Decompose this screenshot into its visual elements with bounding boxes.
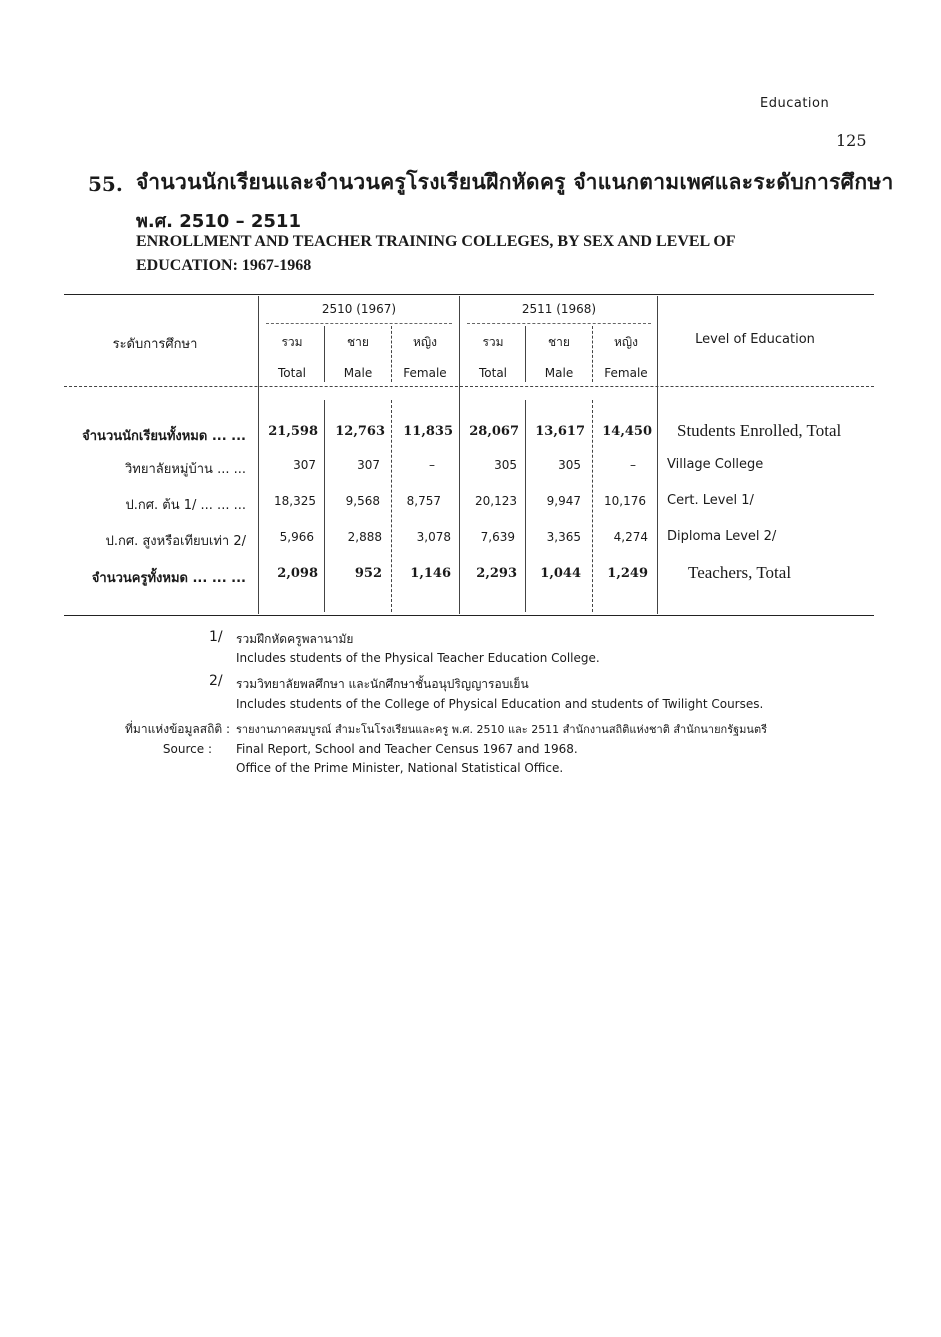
row-label-english: Diploma Level 2/ [667,529,777,544]
table-cell: 4,274 [613,530,648,544]
title-thai: จำนวนนักเรียนและจำนวนครูโรงเรียนฝึกหัดครู จำแนกตามเพศและระดับการศึกษา [136,170,894,194]
subhead-en: Male [544,366,574,380]
col-rule [459,296,460,614]
subhead-en: Male [343,366,373,380]
col-rule [391,326,392,382]
table-number: 55. [88,172,123,196]
row-label-thai: จำนวนนักเรียนทั้งหมด ... ... [82,429,246,444]
header-bottom-rule [64,386,874,387]
table-cell: 14,450 [602,424,652,439]
source-label-english: Source : [162,742,212,756]
row-label-english: Village College [667,457,764,472]
table-cell: 305 [494,458,517,472]
table-cell: 8,757 [406,494,441,508]
group-rule [266,323,452,324]
row-label-english: Cert. Level 1/ [667,493,754,508]
table-cell: 3,078 [416,530,451,544]
subhead-thai: ชาย [548,335,570,349]
title-english-line1: ENROLLMENT AND TEACHER TRAINING COLLEGES, BY SEX AND LEVEL OF [136,233,736,250]
table-cell: 307 [293,458,316,472]
title-thai-year: พ.ศ. 2510 – 2511 [136,211,301,232]
table-cell: 2,293 [476,566,517,581]
subhead-thai: รวม [482,335,504,349]
table-cell: 18,325 [274,494,316,508]
table-cell: 1,044 [540,566,581,581]
table-cell: 952 [354,566,382,581]
subhead-en: Female [604,366,648,380]
source-english-line1: Final Report, School and Teacher Census 1967 and 1968. [236,742,578,756]
footnote-mark: 1/ [209,629,223,645]
col-rule [592,326,593,382]
group-rule [467,323,651,324]
table-cell: 2,888 [347,530,382,544]
table-cell: 3,365 [546,530,581,544]
row-label-thai: วิทยาลัยหมู่บ้าน ... ... [124,462,246,477]
table-cell: – [630,458,636,472]
table-cell: 1,146 [410,566,451,581]
col-rule [324,326,325,382]
footnote-1-thai: รวมฝึกหัดครูพลานามัย [236,632,354,646]
page-number: 125 [836,131,867,150]
subhead-en: Female [403,366,447,380]
table-top-rule [64,294,874,295]
table-cell: 10,176 [604,494,646,508]
year-group-1967: 2510 (1967) [321,302,397,316]
row-label-english: Students Enrolled, Total [677,421,842,440]
title-english-line2: EDUCATION: 1967-1968 [136,257,312,274]
table-cell: 2,098 [277,566,318,581]
subhead-en: Total [277,366,307,380]
footnote-1-english: Includes students of the Physical Teacher Education College. [236,651,600,665]
col-rule [391,400,392,612]
table-bottom-rule [64,615,874,616]
table-cell: 7,639 [480,530,515,544]
col-rule [525,326,526,382]
table-cell: 305 [558,458,581,472]
col-rule [258,296,259,614]
col-rule [525,400,526,612]
table-cell: 11,835 [403,424,453,439]
subhead-thai: หญิง [614,335,638,349]
footnote-2-thai: รวมวิทยาลัยพลศึกษา และนักศึกษาชั้นอนุปริญญารอบเย็น [236,677,529,691]
row-label-thai: ป.กศ. ต้น 1/ ... ... ... [125,498,246,513]
section-header: Education [760,96,830,111]
table-cell: 1,249 [607,566,648,581]
table-cell: 28,067 [469,424,519,439]
source-english-line2: Office of the Prime Minister, National Statistical Office. [236,761,564,775]
subhead-en: Total [478,366,508,380]
english-header: Level of Education [695,332,815,347]
table-cell: 9,568 [345,494,380,508]
col-rule [592,400,593,612]
row-label-thai: จำนวนครูทั้งหมด ... ... ... [91,571,246,586]
table-cell: 20,123 [475,494,517,508]
footnote-2-english: Includes students of the College of Physical Education and students of Twilight Courses. [236,697,764,711]
table-cell: 307 [357,458,380,472]
row-label-thai: ป.กศ. สูงหรือเทียบเท่า 2/ [105,534,246,549]
source-thai: รายงานภาคสมบูรณ์ สำมะโนโรงเรียนและครู พ.ศ. 2510 และ 2511 สำนักงานสถิติแห่งชาติ สำนักนายกรัฐมนตรี [236,723,768,736]
table-cell: 9,947 [546,494,581,508]
subhead-thai: ชาย [347,335,369,349]
table-cell: – [429,458,435,472]
year-group-1968: 2511 (1968) [521,302,597,316]
subhead-thai: หญิง [413,335,437,349]
table-cell: 21,598 [268,424,318,439]
row-label-english: Teachers, Total [688,563,792,582]
col-rule [324,400,325,612]
footnote-mark: 2/ [209,673,223,689]
subhead-thai: รวม [281,335,303,349]
table-cell: 5,966 [279,530,314,544]
source-label-thai: ที่มาแห่งข้อมูลสถิติ : [125,722,230,736]
table-cell: 12,763 [335,424,385,439]
table-cell: 13,617 [535,424,585,439]
stub-header: ระดับการศึกษา [112,337,198,352]
